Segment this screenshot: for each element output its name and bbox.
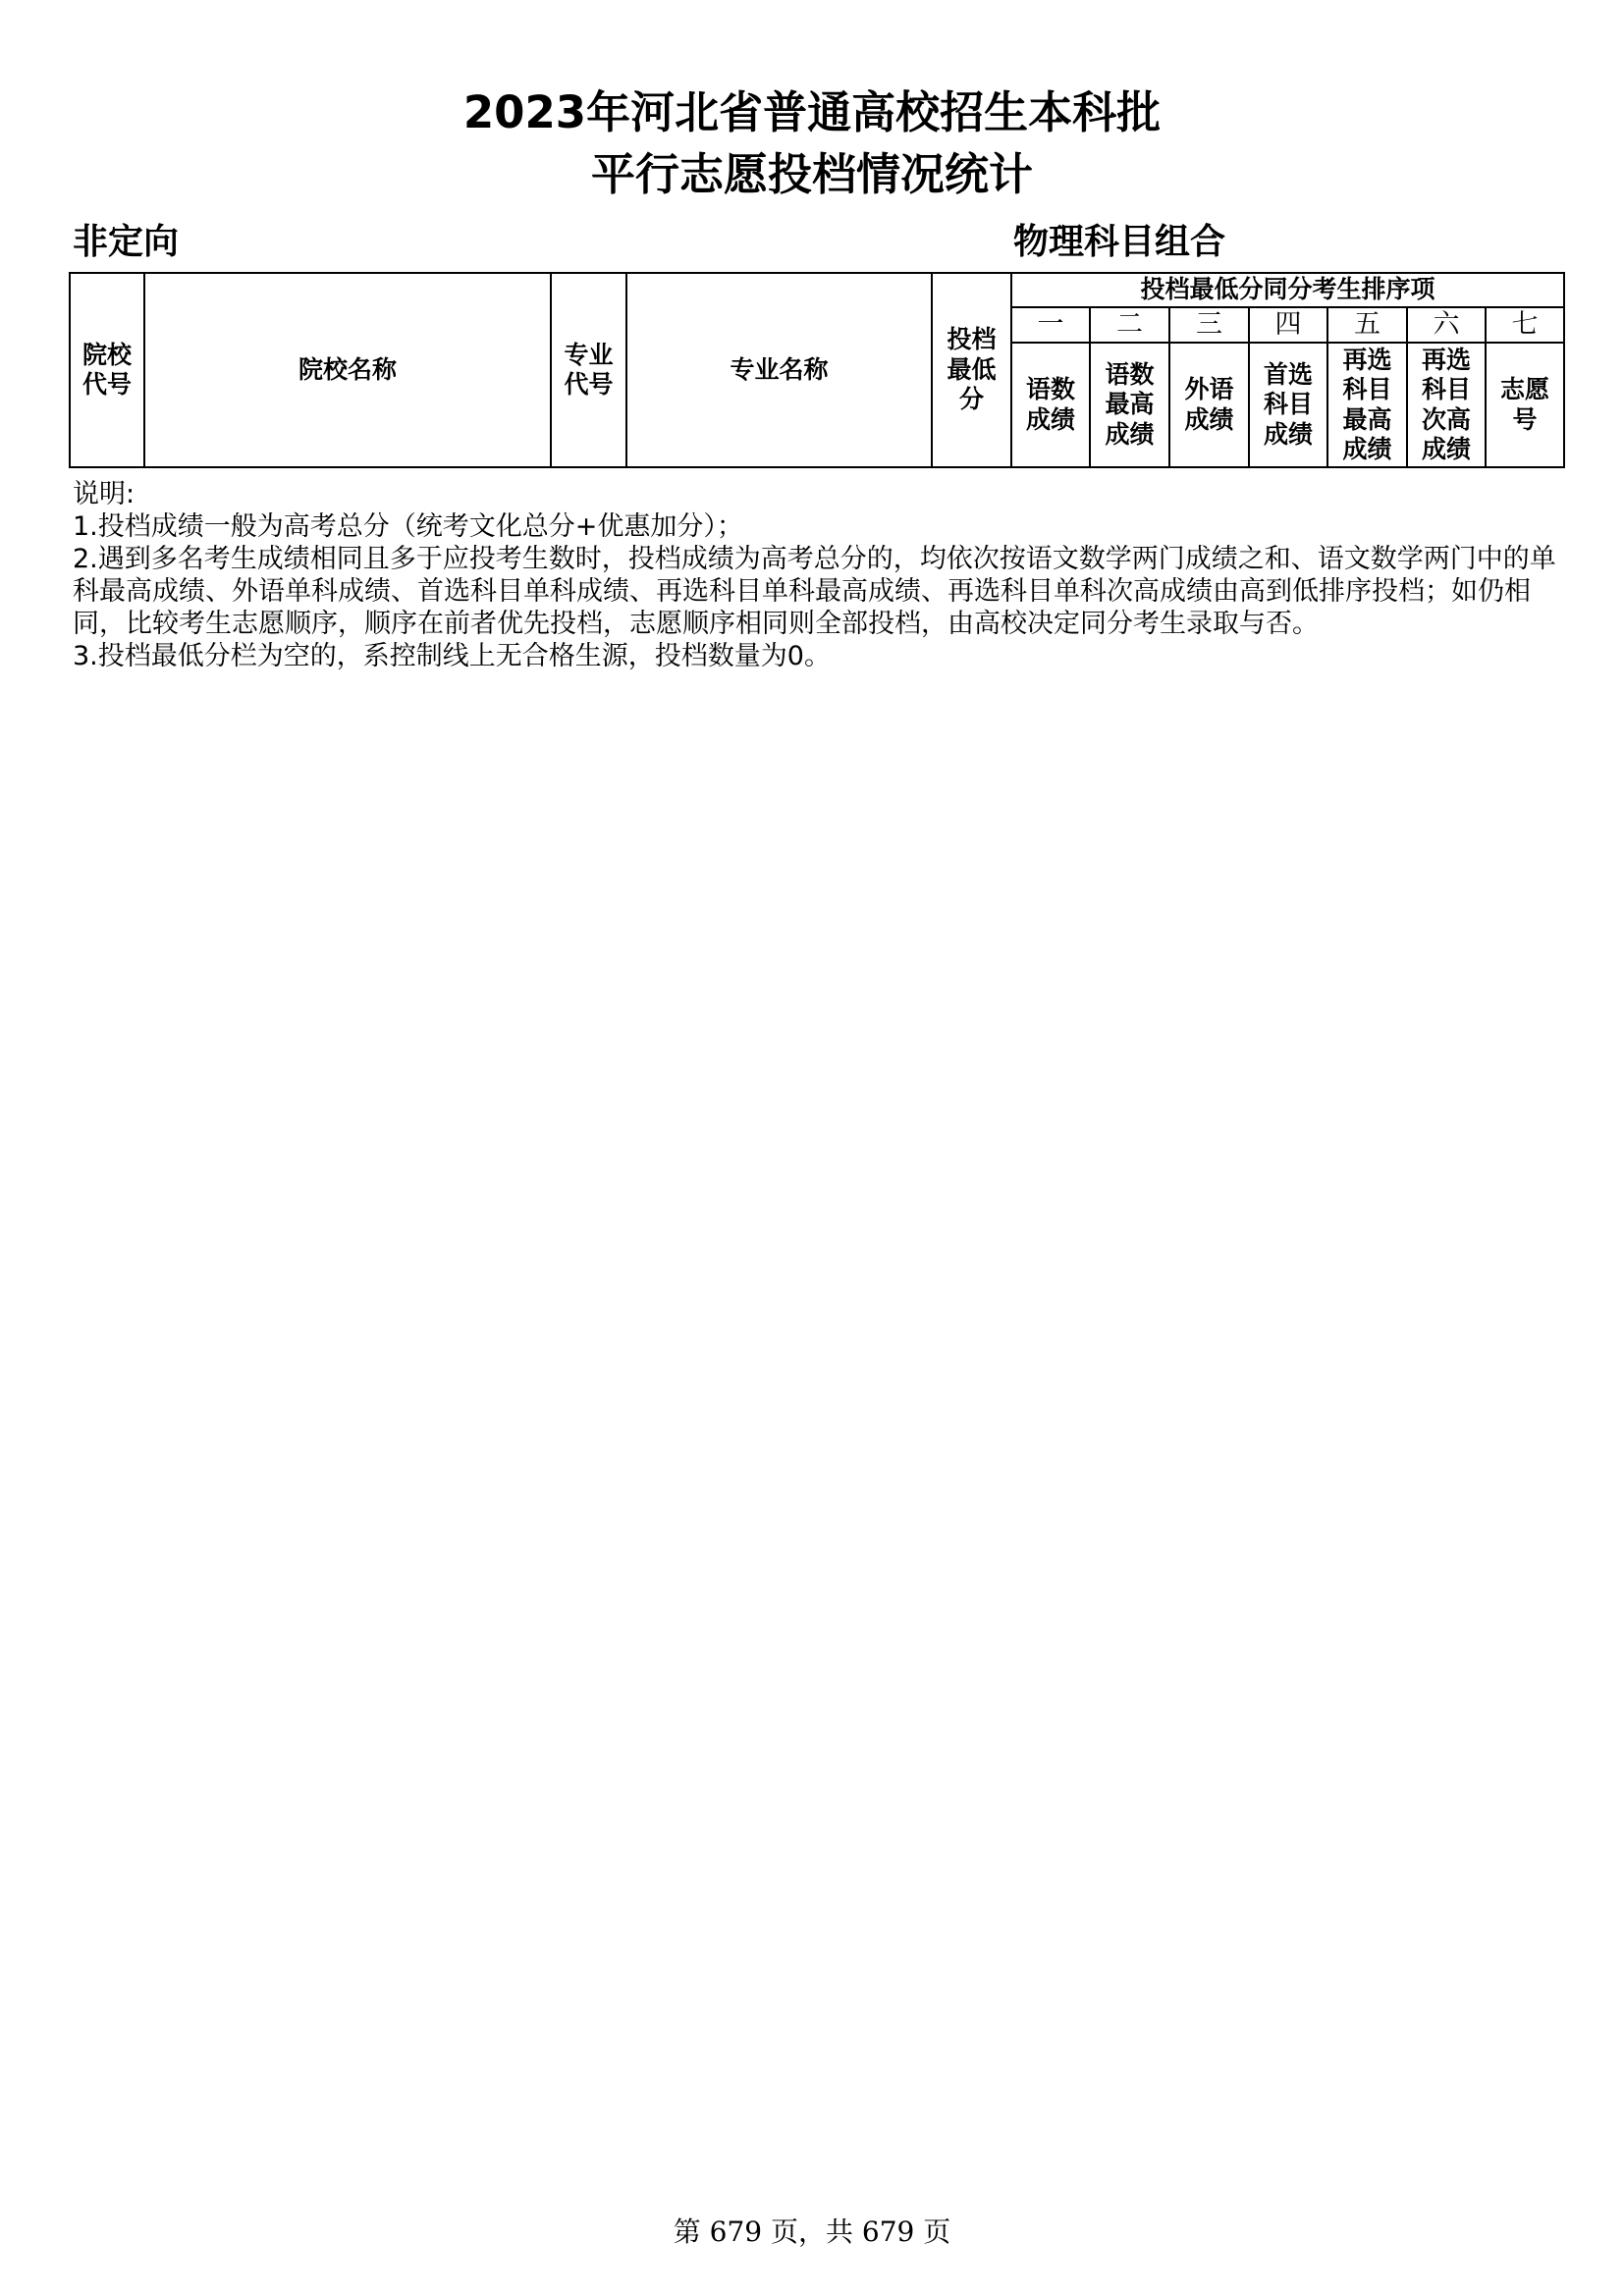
page-footer: 第 679 页，共 679 页 <box>673 2216 951 2248</box>
notes-heading: 说明: <box>73 479 135 509</box>
document-title-line2: 平行志愿投档情况统计 <box>590 148 1033 200</box>
tiebreak-label-5: 再选科目最高成绩 <box>1327 343 1407 467</box>
tiebreak-label-2: 语数最高成绩 <box>1090 343 1169 467</box>
tiebreak-num-3: 三 <box>1169 307 1249 343</box>
category-label: 非定向 <box>73 222 180 262</box>
header-school-name: 院校名称 <box>144 273 551 467</box>
tiebreak-num-2: 二 <box>1090 307 1169 343</box>
subject-combo-label: 物理科目组合 <box>1013 222 1226 262</box>
tiebreak-num-7: 七 <box>1486 307 1564 343</box>
admission-table <box>69 272 1565 468</box>
tiebreak-num-4: 四 <box>1249 307 1327 343</box>
note-item-3: 3.投档最低分栏为空的，系控制线上无合格生源，投档数量为0。 <box>73 641 831 671</box>
header-major-code: 专业代号 <box>551 273 626 467</box>
tiebreak-label-3: 外语成绩 <box>1169 343 1249 467</box>
header-school-code: 院校代号 <box>70 273 144 467</box>
tiebreak-num-5: 五 <box>1327 307 1407 343</box>
tiebreak-label-6: 再选科目次高成绩 <box>1407 343 1486 467</box>
header-major-name: 专业名称 <box>626 273 932 467</box>
tiebreak-label-7: 志愿号 <box>1486 343 1564 467</box>
document-title-line1: 2023年河北省普通高校招生本科批 <box>462 86 1162 138</box>
note-item-2: 2.遇到多名考生成绩相同且多于应投考生数时，投档成绩为高考总分的，均依次按语文数学两门成绩之和、语文数学两门中的单科最高成绩、外语单科成绩、首选科目单科成绩、再选科目单科最高成绩、再选科目单科次高成绩由高到低排序投档；如仍相同，比较考生志愿顺序，顺序在前者优先投档，志愿顺序相同则全部投档，由高校决定同分考生录取与否。 <box>73 544 1556 639</box>
notes-section <box>73 478 1565 672</box>
tiebreak-num-1: 一 <box>1011 307 1090 343</box>
note-item-1: 1.投档成绩一般为高考总分（统考文化总分+优惠加分）； <box>73 511 743 542</box>
tiebreak-label-4: 首选科目成绩 <box>1249 343 1327 467</box>
header-tiebreak-group: 投档最低分同分考生排序项 <box>1011 273 1564 307</box>
tiebreak-label-1: 语数成绩 <box>1011 343 1090 467</box>
header-min-score: 投档最低分 <box>932 273 1011 467</box>
tiebreak-num-6: 六 <box>1407 307 1486 343</box>
